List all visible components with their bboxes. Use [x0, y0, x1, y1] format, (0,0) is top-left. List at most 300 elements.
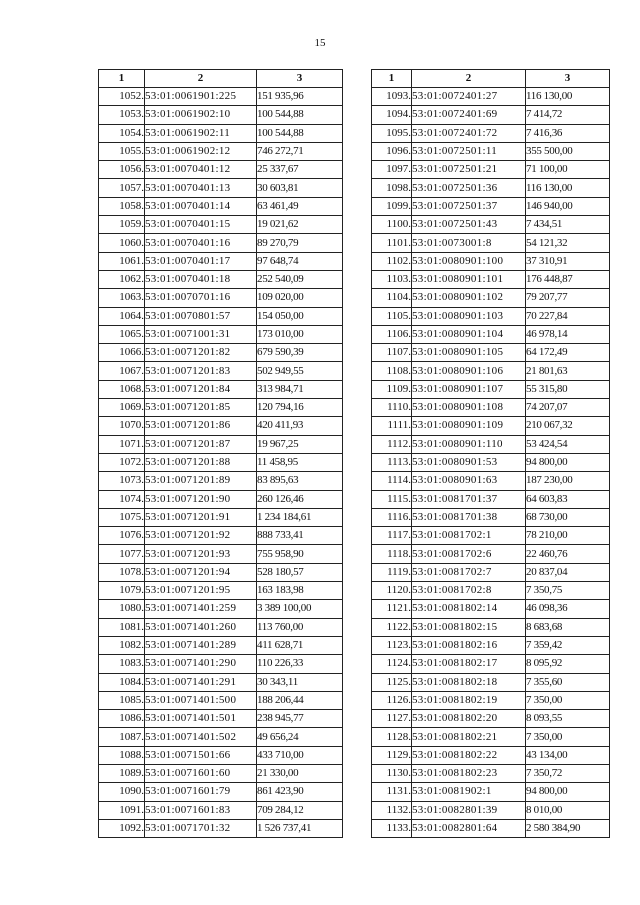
cadastral-number: 53:01:0081701:38: [412, 508, 526, 526]
cadastral-value: 46 098,36: [526, 600, 610, 618]
row-number: 1124.: [372, 655, 412, 673]
cadastral-value: 709 284,12: [257, 801, 343, 819]
cadastral-number: 53:01:0080901:105: [412, 344, 526, 362]
row-number: 1065.: [99, 325, 145, 343]
cadastral-value: 25 337,67: [257, 161, 343, 179]
table-row: [99, 618, 343, 636]
cadastral-number: 53:01:0081802:19: [412, 691, 526, 709]
cadastral-number: 53:01:0072501:37: [412, 197, 526, 215]
table-row: [372, 746, 610, 764]
cadastral-number: 53:01:0072501:36: [412, 179, 526, 197]
row-number: 1105.: [372, 307, 412, 325]
cadastral-number: 53:01:0071401:289: [145, 636, 257, 654]
row-number: 1076.: [99, 527, 145, 545]
table-row: [99, 764, 343, 782]
row-number: 1082.: [99, 636, 145, 654]
row-number: 1074.: [99, 490, 145, 508]
table-row: [99, 545, 343, 563]
table-row: [372, 472, 610, 490]
row-number: 1131.: [372, 783, 412, 801]
row-number: 1108.: [372, 362, 412, 380]
cadastral-value: 100 544,88: [257, 106, 343, 124]
cadastral-number: 53:01:0080901:100: [412, 252, 526, 270]
cadastral-number: 53:01:0080901:101: [412, 270, 526, 288]
cadastral-value: 502 949,55: [257, 362, 343, 380]
cadastral-value: 173 010,00: [257, 325, 343, 343]
cadastral-value: 7 359,42: [526, 636, 610, 654]
table-row: [372, 88, 610, 106]
cadastral-number: 53:01:0061901:225: [145, 88, 257, 106]
row-number: 1061.: [99, 252, 145, 270]
cadastral-number: 53:01:0070401:18: [145, 270, 257, 288]
cadastral-number: 53:01:0061902:10: [145, 106, 257, 124]
row-number: 1085.: [99, 691, 145, 709]
row-number: 1053.: [99, 106, 145, 124]
cadastral-number: 53:01:0081802:22: [412, 746, 526, 764]
cadastral-number: 53:01:0081802:17: [412, 655, 526, 673]
cadastral-value: 120 794,16: [257, 399, 343, 417]
cadastral-value: 113 760,00: [257, 618, 343, 636]
cadastral-value: 7 350,72: [526, 764, 610, 782]
cadastral-number: 53:01:0070401:13: [145, 179, 257, 197]
row-number: 1088.: [99, 746, 145, 764]
table-row: [372, 325, 610, 343]
table-row: [372, 289, 610, 307]
row-number: 1081.: [99, 618, 145, 636]
row-number: 1099.: [372, 197, 412, 215]
cadastral-value: 154 050,00: [257, 307, 343, 325]
table-row: [99, 819, 343, 837]
register-table-left: [98, 69, 343, 838]
cadastral-value: 20 837,04: [526, 563, 610, 581]
table-row: [372, 142, 610, 160]
row-number: 1102.: [372, 252, 412, 270]
row-number: 1079.: [99, 582, 145, 600]
table-row: [99, 161, 343, 179]
row-number: 1087.: [99, 728, 145, 746]
cadastral-value: 22 460,76: [526, 545, 610, 563]
table-row: [99, 380, 343, 398]
cadastral-value: 54 121,32: [526, 234, 610, 252]
row-number: 1120.: [372, 582, 412, 600]
cadastral-value: 68 730,00: [526, 508, 610, 526]
cadastral-number: 53:01:0071601:83: [145, 801, 257, 819]
cadastral-value: 1 526 737,41: [257, 819, 343, 837]
row-number: 1129.: [372, 746, 412, 764]
cadastral-value: 94 800,00: [526, 453, 610, 471]
row-number: 1077.: [99, 545, 145, 563]
cadastral-number: 53:01:0071401:501: [145, 710, 257, 728]
row-number: 1107.: [372, 344, 412, 362]
row-number: 1106.: [372, 325, 412, 343]
cadastral-value: 163 183,98: [257, 582, 343, 600]
cadastral-number: 53:01:0071401:500: [145, 691, 257, 709]
table-row: [99, 197, 343, 215]
table-row: [99, 490, 343, 508]
table-row: [99, 527, 343, 545]
cadastral-number: 53:01:0072501:43: [412, 216, 526, 234]
cadastral-number: 53:01:0071601:60: [145, 764, 257, 782]
cadastral-value: 151 935,96: [257, 88, 343, 106]
cadastral-number: 53:01:0071201:91: [145, 508, 257, 526]
cadastral-value: 43 134,00: [526, 746, 610, 764]
cadastral-number: 53:01:0082801:39: [412, 801, 526, 819]
row-number: 1083.: [99, 655, 145, 673]
table-row: [372, 655, 610, 673]
cadastral-number: 53:01:0072401:69: [412, 106, 526, 124]
row-number: 1070.: [99, 417, 145, 435]
table-row: [99, 472, 343, 490]
row-number: 1101.: [372, 234, 412, 252]
row-number: 1066.: [99, 344, 145, 362]
table-row: [372, 710, 610, 728]
cadastral-value: 210 067,32: [526, 417, 610, 435]
cadastral-number: 53:01:0071401:260: [145, 618, 257, 636]
table-row: [372, 563, 610, 581]
cadastral-value: 53 424,54: [526, 435, 610, 453]
table-row: [99, 179, 343, 197]
cadastral-value: 238 945,77: [257, 710, 343, 728]
table-row: [372, 783, 610, 801]
cadastral-number: 53:01:0072501:11: [412, 142, 526, 160]
cadastral-number: 53:01:0080901:103: [412, 307, 526, 325]
cadastral-value: 7 434,51: [526, 216, 610, 234]
cadastral-number: 53:01:0081701:37: [412, 490, 526, 508]
cadastral-value: 37 310,91: [526, 252, 610, 270]
table-row: [372, 453, 610, 471]
cadastral-number: 53:01:0072501:21: [412, 161, 526, 179]
cadastral-value: 116 130,00: [526, 179, 610, 197]
table-row: [99, 307, 343, 325]
cadastral-value: 94 800,00: [526, 783, 610, 801]
row-number: 1103.: [372, 270, 412, 288]
row-number: 1115.: [372, 490, 412, 508]
table-row: [372, 417, 610, 435]
cadastral-number: 53:01:0071201:90: [145, 490, 257, 508]
table-row: [99, 289, 343, 307]
cadastral-value: 64 603,83: [526, 490, 610, 508]
cadastral-number: 53:01:0081802:16: [412, 636, 526, 654]
row-number: 1104.: [372, 289, 412, 307]
row-number: 1067.: [99, 362, 145, 380]
cadastral-number: 53:01:0081802:23: [412, 764, 526, 782]
cadastral-number: 53:01:0071201:84: [145, 380, 257, 398]
cadastral-number: 53:01:0070701:16: [145, 289, 257, 307]
table-row: [99, 362, 343, 380]
cadastral-number: 53:01:0061902:12: [145, 142, 257, 160]
cadastral-value: 79 207,77: [526, 289, 610, 307]
table-row: [99, 399, 343, 417]
row-number: 1095.: [372, 124, 412, 142]
table-row: [372, 527, 610, 545]
table-row: [372, 618, 610, 636]
cadastral-value: 21 330,00: [257, 764, 343, 782]
cadastral-number: 53:01:0071601:79: [145, 783, 257, 801]
cadastral-number: 53:01:0071401:291: [145, 673, 257, 691]
cadastral-number: 53:01:0070401:17: [145, 252, 257, 270]
row-number: 1100.: [372, 216, 412, 234]
cadastral-value: 420 411,93: [257, 417, 343, 435]
row-number: 1072.: [99, 453, 145, 471]
page-number: 15: [314, 37, 326, 49]
table-row: [372, 124, 610, 142]
cadastral-value: 30 603,81: [257, 179, 343, 197]
table-row: [99, 783, 343, 801]
table-row: [372, 673, 610, 691]
cadastral-number: 53:01:0072401:72: [412, 124, 526, 142]
cadastral-value: 78 210,00: [526, 527, 610, 545]
table-row: [99, 673, 343, 691]
cadastral-value: 313 984,71: [257, 380, 343, 398]
row-number: 1114.: [372, 472, 412, 490]
cadastral-value: 63 461,49: [257, 197, 343, 215]
cadastral-value: 188 206,44: [257, 691, 343, 709]
cadastral-number: 53:01:0071401:502: [145, 728, 257, 746]
row-number: 1054.: [99, 124, 145, 142]
table-row: [99, 417, 343, 435]
row-number: 1119.: [372, 563, 412, 581]
row-number: 1093.: [372, 88, 412, 106]
cadastral-number: 53:01:0073001:8: [412, 234, 526, 252]
cadastral-number: 53:01:0070401:15: [145, 216, 257, 234]
cadastral-value: 83 895,63: [257, 472, 343, 490]
row-number: 1056.: [99, 161, 145, 179]
table-row: [372, 380, 610, 398]
table-row: [99, 106, 343, 124]
table-row: [372, 307, 610, 325]
cadastral-value: 8 095,92: [526, 655, 610, 673]
row-number: 1069.: [99, 399, 145, 417]
cadastral-value: 433 710,00: [257, 746, 343, 764]
row-number: 1128.: [372, 728, 412, 746]
cadastral-number: 53:01:0080901:102: [412, 289, 526, 307]
cadastral-value: 74 207,07: [526, 399, 610, 417]
row-number: 1086.: [99, 710, 145, 728]
table-row: [372, 252, 610, 270]
row-number: 1117.: [372, 527, 412, 545]
cadastral-number: 53:01:0071201:82: [145, 344, 257, 362]
cadastral-value: 7 414,72: [526, 106, 610, 124]
row-number: 1112.: [372, 435, 412, 453]
table-row: [99, 691, 343, 709]
table-row: [372, 582, 610, 600]
cadastral-value: 100 544,88: [257, 124, 343, 142]
row-number: 1133.: [372, 819, 412, 837]
cadastral-value: 11 458,95: [257, 453, 343, 471]
row-number: 1068.: [99, 380, 145, 398]
row-number: 1063.: [99, 289, 145, 307]
table-row: [99, 453, 343, 471]
cadastral-number: 53:01:0070401:12: [145, 161, 257, 179]
cadastral-value: 679 590,39: [257, 344, 343, 362]
row-number: 1094.: [372, 106, 412, 124]
cadastral-number: 53:01:0081802:20: [412, 710, 526, 728]
row-number: 1130.: [372, 764, 412, 782]
row-number: 1064.: [99, 307, 145, 325]
column-header-value: 3: [526, 70, 610, 88]
row-number: 1078.: [99, 563, 145, 581]
cadastral-value: 7 350,00: [526, 728, 610, 746]
cadastral-number: 53:01:0081702:6: [412, 545, 526, 563]
table-row: [372, 435, 610, 453]
cadastral-value: 19 967,25: [257, 435, 343, 453]
cadastral-value: 755 958,90: [257, 545, 343, 563]
cadastral-value: 146 940,00: [526, 197, 610, 215]
cadastral-value: 109 020,00: [257, 289, 343, 307]
table-row: [372, 801, 610, 819]
row-number: 1090.: [99, 783, 145, 801]
row-number: 1075.: [99, 508, 145, 526]
cadastral-value: 116 130,00: [526, 88, 610, 106]
table-header-row: [372, 70, 610, 88]
cadastral-number: 53:01:0081802:14: [412, 600, 526, 618]
row-number: 1121.: [372, 600, 412, 618]
table-row: [99, 216, 343, 234]
cadastral-value: 8 010,00: [526, 801, 610, 819]
cadastral-number: 53:01:0081702:8: [412, 582, 526, 600]
cadastral-value: 7 416,36: [526, 124, 610, 142]
cadastral-number: 53:01:0080901:106: [412, 362, 526, 380]
row-number: 1071.: [99, 435, 145, 453]
row-number: 1060.: [99, 234, 145, 252]
table-row: [99, 344, 343, 362]
row-number: 1062.: [99, 270, 145, 288]
cadastral-number: 53:01:0072401:27: [412, 88, 526, 106]
table-row: [99, 252, 343, 270]
cadastral-value: 7 350,00: [526, 691, 610, 709]
cadastral-number: 53:01:0071201:89: [145, 472, 257, 490]
cadastral-number: 53:01:0081802:18: [412, 673, 526, 691]
cadastral-value: 8 093,55: [526, 710, 610, 728]
table-row: [372, 179, 610, 197]
cadastral-value: 49 656,24: [257, 728, 343, 746]
row-number: 1092.: [99, 819, 145, 837]
table-row: [372, 691, 610, 709]
cadastral-number: 53:01:0071401:259: [145, 600, 257, 618]
row-number: 1123.: [372, 636, 412, 654]
table-row: [99, 142, 343, 160]
row-number: 1122.: [372, 618, 412, 636]
row-number: 1073.: [99, 472, 145, 490]
cadastral-value: 97 648,74: [257, 252, 343, 270]
cadastral-number: 53:01:0080901:104: [412, 325, 526, 343]
cadastral-value: 89 270,79: [257, 234, 343, 252]
row-number: 1125.: [372, 673, 412, 691]
row-number: 1116.: [372, 508, 412, 526]
cadastral-number: 53:01:0081702:7: [412, 563, 526, 581]
table-row: [99, 563, 343, 581]
cadastral-value: 528 180,57: [257, 563, 343, 581]
row-number: 1111.: [372, 417, 412, 435]
table-header-row: [99, 70, 343, 88]
cadastral-value: 71 100,00: [526, 161, 610, 179]
cadastral-value: 110 226,33: [257, 655, 343, 673]
row-number: 1132.: [372, 801, 412, 819]
cadastral-number: 53:01:0071201:93: [145, 545, 257, 563]
table-row: [99, 124, 343, 142]
cadastral-number: 53:01:0081802:21: [412, 728, 526, 746]
table-row: [372, 362, 610, 380]
cadastral-number: 53:01:0081802:15: [412, 618, 526, 636]
row-number: 1110.: [372, 399, 412, 417]
cadastral-value: 252 540,09: [257, 270, 343, 288]
cadastral-number: 53:01:0080901:109: [412, 417, 526, 435]
cadastral-value: 8 683,68: [526, 618, 610, 636]
row-number: 1126.: [372, 691, 412, 709]
cadastral-value: 7 350,75: [526, 582, 610, 600]
table-row: [372, 600, 610, 618]
row-number: 1059.: [99, 216, 145, 234]
cadastral-number: 53:01:0071201:88: [145, 453, 257, 471]
cadastral-value: 861 423,90: [257, 783, 343, 801]
cadastral-value: 19 021,62: [257, 216, 343, 234]
column-header-number: 1: [99, 70, 145, 88]
table-row: [372, 344, 610, 362]
table-row: [372, 508, 610, 526]
table-row: [372, 819, 610, 837]
cadastral-number: 53:01:0071201:85: [145, 399, 257, 417]
cadastral-number: 53:01:0080901:107: [412, 380, 526, 398]
row-number: 1058.: [99, 197, 145, 215]
cadastral-value: 7 355,60: [526, 673, 610, 691]
cadastral-number: 53:01:0071501:66: [145, 746, 257, 764]
row-number: 1096.: [372, 142, 412, 160]
cadastral-number: 53:01:0081702:1: [412, 527, 526, 545]
cadastral-number: 53:01:0071201:92: [145, 527, 257, 545]
table-row: [99, 655, 343, 673]
row-number: 1089.: [99, 764, 145, 782]
cadastral-number: 53:01:0082801:64: [412, 819, 526, 837]
cadastral-number: 53:01:0071201:87: [145, 435, 257, 453]
table-row: [372, 270, 610, 288]
table-row: [372, 234, 610, 252]
cadastral-number: 53:01:0081902:1: [412, 783, 526, 801]
cadastral-number: 53:01:0070401:16: [145, 234, 257, 252]
cadastral-value: 46 978,14: [526, 325, 610, 343]
cadastral-value: 187 230,00: [526, 472, 610, 490]
cadastral-value: 70 227,84: [526, 307, 610, 325]
cadastral-value: 3 389 100,00: [257, 600, 343, 618]
cadastral-number: 53:01:0071201:83: [145, 362, 257, 380]
row-number: 1109.: [372, 380, 412, 398]
cadastral-number: 53:01:0071401:290: [145, 655, 257, 673]
table-row: [99, 710, 343, 728]
cadastral-number: 53:01:0080901:63: [412, 472, 526, 490]
table-row: [99, 801, 343, 819]
cadastral-value: 2 580 384,90: [526, 819, 610, 837]
table-row: [372, 106, 610, 124]
table-row: [99, 508, 343, 526]
table-row: [372, 490, 610, 508]
cadastral-value: 260 126,46: [257, 490, 343, 508]
row-number: 1057.: [99, 179, 145, 197]
cadastral-number: 53:01:0080901:110: [412, 435, 526, 453]
cadastral-number: 53:01:0061902:11: [145, 124, 257, 142]
column-header-number: 1: [372, 70, 412, 88]
table-row: [372, 161, 610, 179]
cadastral-value: 888 733,41: [257, 527, 343, 545]
row-number: 1052.: [99, 88, 145, 106]
cadastral-value: 21 801,63: [526, 362, 610, 380]
row-number: 1097.: [372, 161, 412, 179]
column-header-cadastral: 2: [145, 70, 257, 88]
table-row: [99, 270, 343, 288]
cadastral-number: 53:01:0070801:57: [145, 307, 257, 325]
cadastral-value: 55 315,80: [526, 380, 610, 398]
cadastral-value: 411 628,71: [257, 636, 343, 654]
cadastral-number: 53:01:0071201:86: [145, 417, 257, 435]
cadastral-value: 64 172,49: [526, 344, 610, 362]
